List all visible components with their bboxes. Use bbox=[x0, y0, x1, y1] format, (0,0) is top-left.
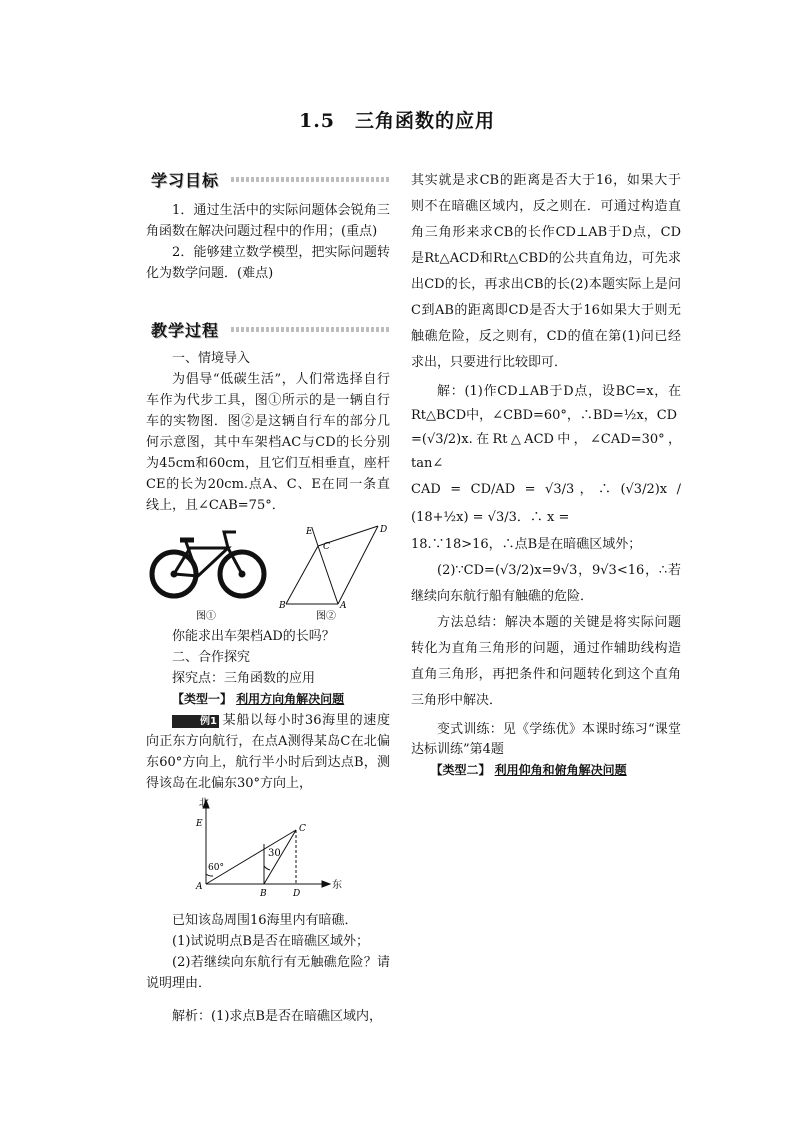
question-2: (2)若继续向东航行有无触礁危险？请说明理由． bbox=[146, 955, 390, 991]
example-1 bbox=[146, 710, 390, 794]
geo-label: C bbox=[323, 542, 330, 552]
section-title-goals: 学习目标 bbox=[146, 168, 229, 191]
method-summary: 方法总结：解决本题的关键是将实际问题转化为直角三角形的问题，通过作辅助线构造直角三角形，再把条件和问题转化到这个直角三角形中解决． bbox=[411, 615, 681, 708]
type1-tag: 【类型一】 bbox=[172, 692, 233, 706]
section-header-process bbox=[146, 318, 390, 340]
type2-tag: 【类型二】 bbox=[430, 763, 491, 777]
solution-2: =(√3/2)x.在Rt△ACD中，∠CAD=30°，tan∠ bbox=[411, 432, 681, 471]
map-label: E bbox=[196, 819, 203, 829]
question-1: (1)试说明点B是否在暗礁区域外； bbox=[172, 934, 369, 949]
map-angle-30: 30 bbox=[268, 848, 281, 859]
type2-title: 利用仰角和俯角解决问题 bbox=[494, 763, 627, 777]
geo-caption: 图② bbox=[316, 611, 336, 622]
intro-heading: 一、情境导入 bbox=[172, 351, 251, 366]
bike-caption: 图① bbox=[196, 611, 216, 622]
page-title: 1.5 三角函数的应用 bbox=[298, 110, 496, 132]
map-label: B bbox=[260, 889, 267, 899]
goal-item: 2．能够建立数学模型，把实际问题转化为数学问题．(难点) bbox=[146, 245, 390, 281]
analysis-start: 解析：(1)求点B是否在暗礁区域内， bbox=[172, 1009, 382, 1024]
example-cont: 已知该岛周围16海里内有暗礁． bbox=[172, 913, 358, 928]
map-east-label: 东 bbox=[332, 880, 342, 891]
map-label: A bbox=[196, 882, 203, 892]
geo-label: D bbox=[380, 525, 388, 535]
type1-line bbox=[146, 689, 390, 710]
map-label: D bbox=[293, 889, 301, 899]
solution-3: CAD = CD/AD = √3/3，∴ (√3/2)x / (18+½x) = √3/3．∴ x = bbox=[411, 482, 681, 525]
bicycle-icon bbox=[152, 532, 264, 596]
analysis-cont: 其实就是求CB的距离是否大于16，如果大于则不在暗礁区域内，反之则在．可通过构造直角三角形来求CB的长作CD⊥AB于D点，CD是Rt△ACD和Rt△CBD的公共直角边，可先求出CD的长，再求出CB的长(2)本题实际上是问C到AB的距离即CD是否大于16如果大于则无触礁危险，反之则有，CD的值在第(1)问已经求出，只要进行比较即可． bbox=[411, 173, 681, 370]
solution-4: 18.∵18>16，∴点B是在暗礁区域外； bbox=[411, 537, 642, 552]
type1-title: 利用方向角解决问题 bbox=[236, 692, 345, 706]
solution-5: (2)∵CD=(√3/2)x=9√3，9√3<16，∴若继续向东航行船有触礁的危险． bbox=[411, 563, 681, 604]
explore-heading: 二、合作探究 bbox=[172, 650, 251, 665]
example-badge: 例1 bbox=[172, 715, 219, 728]
geo-label: B bbox=[279, 601, 286, 611]
goal-item: 1．通过生活中的实际问题体会锐角三角函数在解决问题过程中的作用；(重点) bbox=[146, 203, 390, 239]
map-angle-60: 60° bbox=[208, 863, 224, 873]
variant-training: 变式训练：见《学练优》本课时练习“课堂达标训练”第4题 bbox=[411, 722, 681, 757]
geo-label: E bbox=[306, 527, 313, 537]
geometry-figure bbox=[286, 526, 378, 604]
intro-question: 你能求出车架档AD的长吗？ bbox=[172, 629, 335, 644]
bike-figure bbox=[146, 524, 390, 624]
explore-point: 探究点：三角函数的应用 bbox=[172, 671, 316, 686]
map-figure bbox=[146, 796, 390, 906]
section-title-process: 教学过程 bbox=[146, 318, 229, 341]
map-label: C bbox=[299, 824, 306, 834]
right-column bbox=[411, 168, 681, 781]
left-column bbox=[146, 168, 390, 1027]
section-header-goals bbox=[146, 168, 390, 190]
figure-row bbox=[146, 524, 390, 624]
solution-1: 解：(1)作CD⊥AB于D点，设BC=x，在Rt△BCD中，∠CBD=60°，∴BD=½x，CD bbox=[411, 384, 681, 423]
type2-line bbox=[411, 760, 681, 781]
intro-body: 为倡导“低碳生活”，人们常选择自行车作为代步工具，图①所示的是一辆自行车的实物图．图②是这辆自行车的部分几何示意图，其中车架档AC与CD的长分别为45cm和60cm，且它们互相垂直，座杆CE的长为20cm.点A、C、E在同一条直线上，且∠CAB=75°． bbox=[146, 372, 390, 513]
map-north-label: 北 bbox=[199, 798, 209, 809]
example-text: 某船以每小时36海里的速度向正东方向航行，在点A测得某岛C在北偏东60°方向上，航行半小时后到达点B，测得该岛在北偏东30°方向上， bbox=[146, 713, 390, 791]
geo-label: A bbox=[340, 601, 347, 611]
